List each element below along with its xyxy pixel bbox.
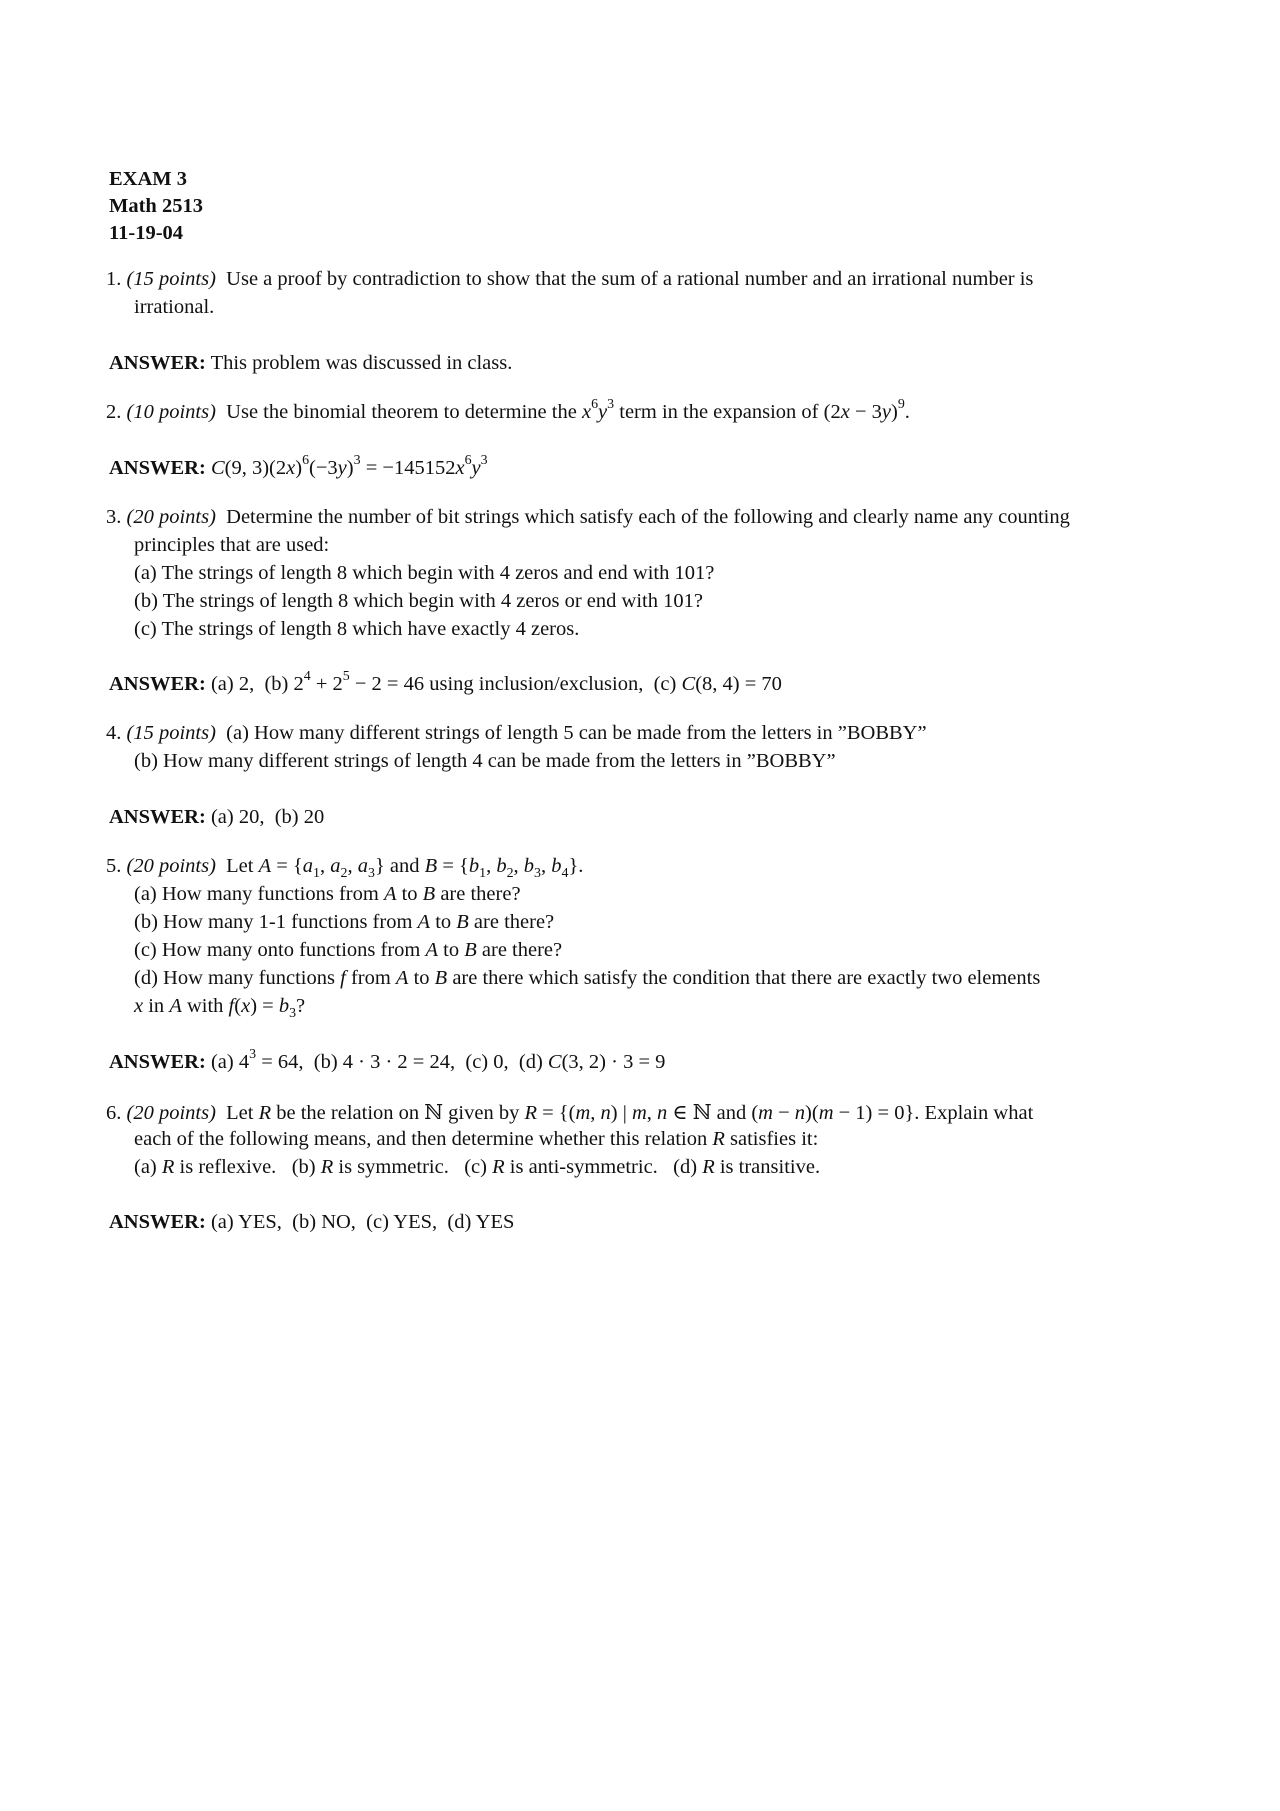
problem-points: (15 points) bbox=[126, 722, 216, 744]
answer-label: ANSWER: bbox=[109, 1051, 206, 1073]
math-var: R bbox=[320, 1156, 334, 1178]
answer-math: C(9, $3)(2x)^6(-3y)^3 = -145152x^6y^3$ bbox=[210, 453, 488, 479]
math-var: B bbox=[422, 883, 436, 905]
part-text: with bbox=[186, 995, 224, 1017]
part-text: is symmetric. bbox=[338, 1156, 449, 1178]
problem-number: 2. bbox=[106, 401, 122, 423]
problem-text: each of the following means, and then determine whether this relation bbox=[134, 1128, 708, 1150]
answer-part-c-label: (c) bbox=[653, 673, 677, 695]
part-text: to bbox=[413, 967, 430, 989]
answer-4 bbox=[109, 806, 324, 829]
answer-part-c-math: C(8, 4) = 70 bbox=[681, 673, 782, 695]
problem-3-part-c: (c) The strings of length 8 which have exactly 4 zeros. bbox=[134, 618, 580, 640]
naturals-symbol: ℕ bbox=[424, 1100, 444, 1124]
part-text: to bbox=[401, 883, 418, 905]
answer-part-b-note: using inclusion/exclusion, bbox=[429, 673, 644, 695]
answer-3 bbox=[109, 669, 782, 696]
part-text: is transitive. bbox=[719, 1156, 821, 1178]
answer-label: ANSWER: bbox=[109, 673, 206, 695]
problem-points: (20 points) bbox=[126, 506, 216, 528]
math-var: A bbox=[383, 883, 397, 905]
problem-5-part-a bbox=[134, 883, 521, 906]
problem-4 bbox=[106, 722, 927, 745]
part-text: to bbox=[435, 911, 452, 933]
problem-6 bbox=[106, 1100, 1033, 1125]
part-text: (b) How many 1-1 functions from bbox=[134, 911, 413, 933]
problem-text: be the relation on bbox=[276, 1102, 420, 1124]
problem-text: Let bbox=[226, 1102, 254, 1124]
answer-part-b-label: (b) bbox=[264, 673, 289, 695]
problem-6-text-continued bbox=[134, 1128, 818, 1151]
problem-3-part-b: (b) The strings of length 8 which begin with 4 zeros or end with 101? bbox=[134, 590, 703, 612]
answer-1 bbox=[109, 352, 512, 375]
problem-number: 6. bbox=[106, 1102, 122, 1124]
problem-3-part-a: (a) The strings of length 8 which begin with 4 zeros and end with 101? bbox=[134, 562, 715, 584]
math-expression: $(2x - 3y)^9$. bbox=[823, 397, 910, 423]
exam-title: EXAM 3 bbox=[109, 168, 188, 190]
part-text: is anti-symmetric. bbox=[509, 1156, 658, 1178]
course-name: Math 2513 bbox=[109, 195, 203, 217]
relation-definition: R = {(m, n) | m, n ∈ ℕ and (m − n)(m − 1) = 0}. bbox=[524, 1100, 920, 1124]
problem-2 bbox=[106, 397, 910, 424]
problem-text-mid: term in the expansion of bbox=[619, 401, 819, 423]
part-text: in bbox=[148, 995, 165, 1017]
problem-1 bbox=[106, 268, 1033, 291]
answer-label: ANSWER: bbox=[109, 1211, 206, 1233]
answer-label: ANSWER: bbox=[109, 352, 206, 374]
problem-text: given by bbox=[448, 1102, 520, 1124]
part-text: from bbox=[350, 967, 391, 989]
math-var: R bbox=[702, 1156, 715, 1178]
part-text: are there which satisfy the condition that there are exactly two elements bbox=[452, 967, 1041, 989]
problem-number: 1. bbox=[106, 268, 122, 290]
problem-points: (10 points) bbox=[126, 401, 216, 423]
answer-text: (a) YES, (b) NO, (c) YES, (d) YES bbox=[210, 1211, 515, 1233]
part-text: are there? bbox=[481, 939, 563, 961]
math-var: f bbox=[340, 967, 346, 989]
math-var: R bbox=[161, 1156, 175, 1178]
problem-5-part-c bbox=[134, 939, 562, 962]
math-var: A bbox=[425, 939, 439, 961]
problem-5-part-d bbox=[134, 967, 1040, 990]
problem-text: Use the binomial theorem to determine the bbox=[226, 401, 577, 423]
problem-text: Explain what bbox=[924, 1102, 1034, 1124]
math-var: R bbox=[258, 1102, 272, 1124]
part-text: are there? bbox=[473, 911, 555, 933]
math-var: B bbox=[456, 911, 469, 933]
set-a-definition: $A = \{a_1$, $a_2$, $a_3$} bbox=[258, 855, 385, 882]
part-text: (d) How many functions bbox=[134, 967, 335, 989]
exam-date: 11-19-04 bbox=[109, 222, 184, 244]
problem-1-text-continued: irrational. bbox=[134, 296, 215, 318]
problem-5-part-d-continued bbox=[134, 995, 306, 1022]
part-text: is reflexive. bbox=[179, 1156, 277, 1178]
problem-5-part-b bbox=[134, 911, 554, 934]
problem-text: Determine the number of bit strings which satisfy each of the following and clearly name any counting bbox=[226, 506, 1070, 528]
math-var: R bbox=[492, 1156, 505, 1178]
answer-part-a: (a) 2, bbox=[210, 673, 255, 695]
math-var: A bbox=[169, 995, 182, 1017]
answer-label: ANSWER: bbox=[109, 457, 206, 479]
answer-text: (a) 20, (b) 20 bbox=[210, 806, 325, 828]
part-text: are there? bbox=[440, 883, 521, 905]
answer-math: (a) $4^3 = 64$, (b) 4 · 3 · 2 = 24, (c) 0, (d) C(3, 2) · 3 = 9 bbox=[210, 1047, 666, 1073]
problem-number: 5. bbox=[106, 855, 122, 877]
problem-points: (20 points) bbox=[126, 1102, 216, 1124]
problem-3-text-continued: principles that are used: bbox=[134, 534, 330, 556]
problem-number: 3. bbox=[106, 506, 122, 528]
answer-label: ANSWER: bbox=[109, 806, 206, 828]
answer-part-b-math: $2^4 + 2^5 - 2 = 46$ bbox=[293, 669, 425, 695]
answer-6 bbox=[109, 1211, 514, 1234]
problem-number: 4. bbox=[106, 722, 122, 744]
answer-2 bbox=[109, 453, 488, 480]
problem-text: satisfies it: bbox=[730, 1128, 819, 1150]
problem-text-and: and bbox=[389, 855, 420, 877]
answer-text: This problem was discussed in class. bbox=[210, 352, 513, 374]
problem-6-parts: (a) R is reflexive. (b) R is symmetric. (c) R is anti-symmetric. (d) R is transitive. bbox=[134, 1156, 821, 1178]
part-text: (c) How many onto functions from bbox=[134, 939, 421, 961]
answer-5 bbox=[109, 1047, 666, 1074]
part-text: to bbox=[443, 939, 460, 961]
math-condition: $f(x) = b_3$? bbox=[228, 995, 306, 1022]
math-var: R bbox=[712, 1128, 725, 1150]
set-b-definition: $B = \{b_1$, $b_2$, $b_3$, $b_4$}. bbox=[424, 855, 584, 882]
math-term: $x^6y^3$ bbox=[581, 397, 615, 423]
math-var: B bbox=[464, 939, 477, 961]
math-var: x bbox=[134, 995, 144, 1017]
problem-5 bbox=[106, 855, 584, 882]
problem-points: (15 points) bbox=[126, 268, 216, 290]
part-text: (a) How many functions from bbox=[134, 883, 379, 905]
problem-3 bbox=[106, 506, 1070, 529]
problem-4-part-b: (b) How many different strings of length 4 can be made from the letters in ”BOBBY” bbox=[134, 750, 836, 772]
math-var: B bbox=[434, 967, 448, 989]
problem-text: Use a proof by contradiction to show that the sum of a rational number and an irrational number is bbox=[226, 268, 1034, 290]
math-var: A bbox=[417, 911, 431, 933]
problem-4-part-a: (a) How many different strings of length 5 can be made from the letters in ”BOBBY” bbox=[226, 722, 927, 744]
problem-points: (20 points) bbox=[126, 855, 216, 877]
problem-text-let: Let bbox=[226, 855, 254, 877]
math-var: A bbox=[395, 967, 409, 989]
